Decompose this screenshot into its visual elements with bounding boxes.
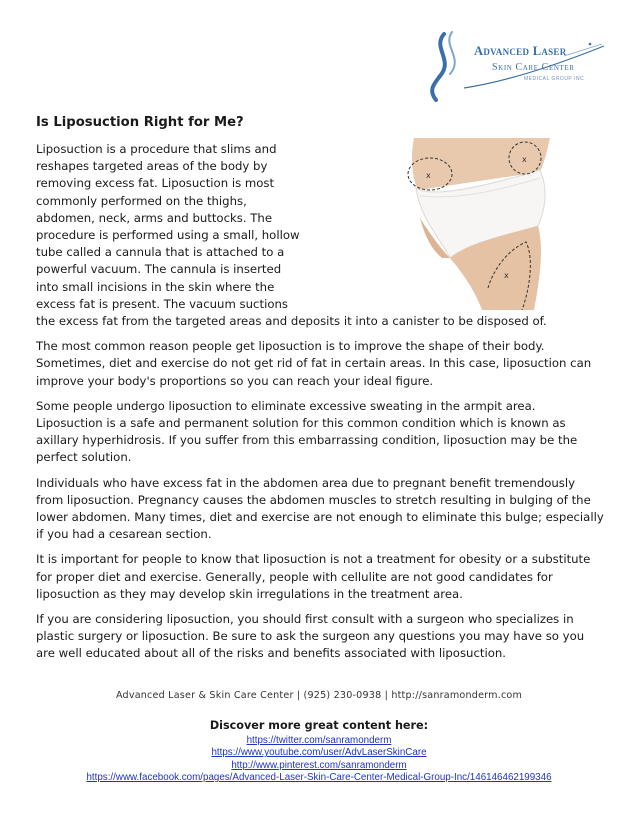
intro-line: abdomen, neck, arms and buttocks. The: [36, 210, 273, 225]
body-paragraph: Some people undergo liposuction to eliminate excessive sweating in the armpit area. Liposuction is a safe and permanent solution for this common condition which is known as axillary hyperhidrosis. If you suffer from this embarrassing condition, liposuction may be the perfect solution.: [36, 398, 578, 465]
pinterest-link[interactable]: http://www.pinterest.com/sanramonderm: [231, 759, 407, 771]
discover-heading: Discover more great content here:: [209, 719, 429, 732]
body-paragraph: Individuals who have excess fat in the abdomen area due to pregnant benefit tremendously from liposuction. Pregnancy causes the abdomen muscles to stretch resulting in bulging of the lower abdomen. Many times, diet and exercise are not enough to eliminate this bulge; especially if you had a cesarean section.: [36, 475, 604, 542]
intro-last-line: the excess fat from the targeted areas and deposits it into a canister to be disposed of.: [36, 314, 547, 329]
page-footer: [0, 690, 638, 785]
company-logo: [414, 26, 610, 106]
logo-line-1: Advanced Laser: [474, 44, 567, 58]
twitter-link[interactable]: https://twitter.com/sanramonderm: [246, 735, 392, 746]
intro-line: Liposuction is a procedure that slims and: [36, 142, 277, 156]
intro-line: into small incisions in the skin where the: [36, 279, 275, 294]
article-title: Is Liposuction Right for Me?: [36, 115, 244, 130]
intro-line: excess fat is present. The vacuum suctions: [36, 296, 288, 311]
facebook-link[interactable]: https://www.facebook.com/pages/Advanced-Laser-Skin-Care-Center-Medical-Group-Inc/146146462199346: [86, 772, 552, 784]
intro-paragraph: [36, 141, 314, 313]
logo-line-2: Skin Care Center: [492, 62, 575, 73]
body-paragraph: It is important for people to know that liposuction is not a treatment for obesity or a substitute for proper diet and exercise. Generally, people with cellulite are not good candidates for liposuction as they may develop skin irregulations in the treatment area.: [36, 552, 591, 601]
body-paragraph: The most common reason people get liposuction is to improve the shape of their body. Sometimes, diet and exercise do not get rid of fat in certain areas. In this case, liposuction can improve your body's proportions so you can reach your ideal figure.: [36, 339, 592, 388]
intro-line: removing excess fat. Liposuction is most: [36, 176, 275, 191]
intro-line: procedure is performed using a small, hollow: [36, 228, 300, 243]
logo-line-3: MEDICAL GROUP INC: [524, 76, 585, 82]
body-paragraph: If you are considering liposuction, you should first consult with a surgeon who specializes in plastic surgery or liposuction. Be sure to ask the surgeon any questions you may have so you are well educated about all of the risks and benefits associated with liposuction.: [36, 612, 585, 661]
intro-line: tube called a cannula that is attached to a: [36, 245, 285, 260]
intro-line: commonly performed on the thighs,: [36, 193, 247, 208]
footer-contact: Advanced Laser & Skin Care Center | (925) 230-0938 | http://sanramonderm.com: [115, 690, 523, 701]
intro-line: reshapes targeted areas of the body by: [36, 159, 268, 174]
intro-line: powerful vacuum. The cannula is inserted: [36, 262, 282, 277]
svg-text:x: x: [426, 171, 431, 180]
youtube-link[interactable]: https://www.youtube.com/user/AdvLaserSkinCare: [211, 747, 427, 759]
article: [36, 114, 604, 671]
svg-text:x: x: [522, 155, 527, 164]
svg-text:x: x: [504, 271, 509, 280]
